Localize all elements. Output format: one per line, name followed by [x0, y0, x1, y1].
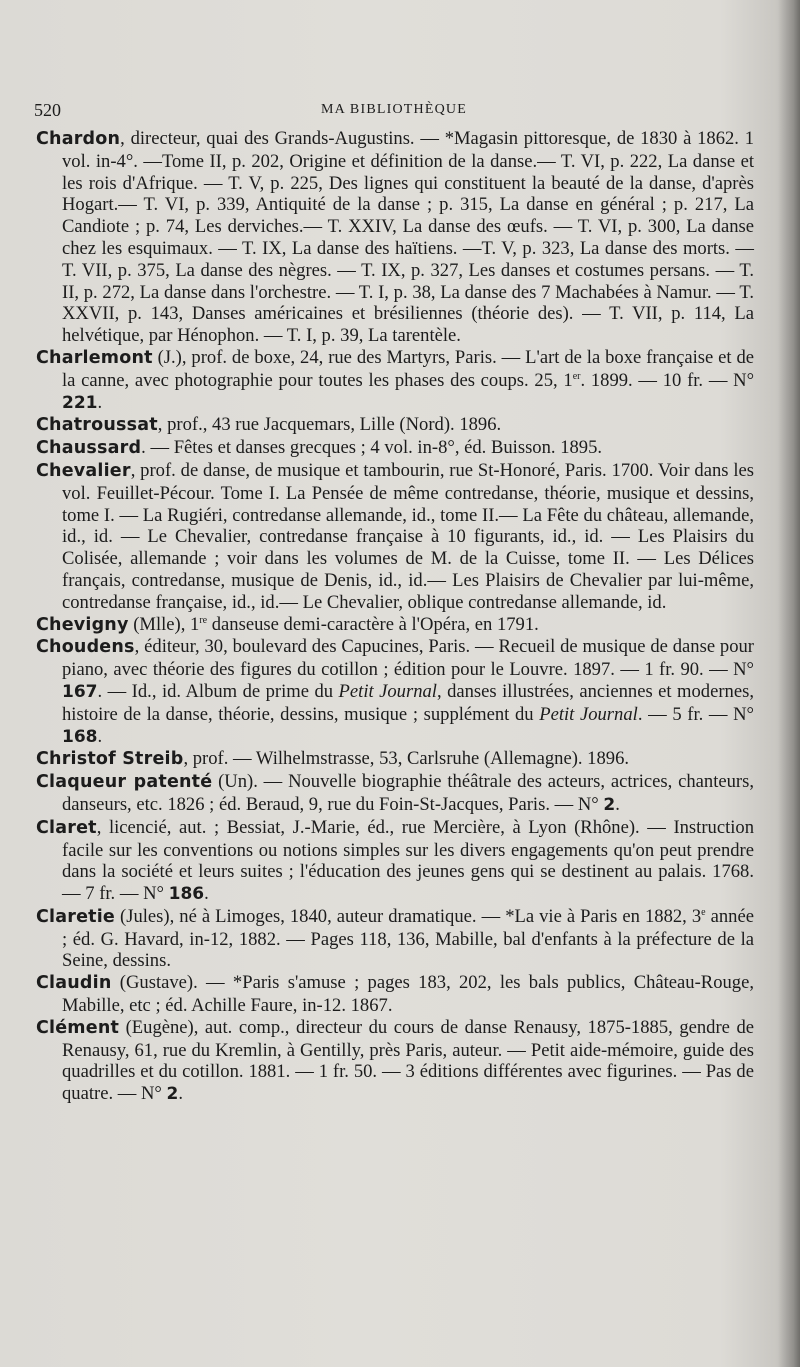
entry-text: , prof. de danse, de musique et tambourin, rue St-Honoré, Paris. 1700. Voir dans les vol. Feuillet-Pécour. Tome I. La Pensée de même contredanse, théorie, musique et dessins, tome I. — La Rugiéri, contredanse allemande, id., tome II.— La Fête du château, allemande, id., id. — Le Chevalier, contredanse française à 10 figurants, id., id. — Les Plaisirs du Colisée, allemande ; voir dans les volumes de M. de la Cuisse, tome II. — Les Délices français, contredanse, musique de Denis, id., id.— Les Plaisirs de Chevalier par lui-même, contredanse française, id., id.— Le Chevalier, oblique contredanse allemande, id. — [62, 459, 754, 613]
catalog-number: 2 — [603, 794, 616, 815]
entry-claudin — [36, 972, 754, 1017]
entry-chaussard — [36, 437, 754, 460]
entry-name: Choudens — [36, 637, 135, 658]
running-title: MA BIBLIOTHÈQUE — [321, 102, 467, 117]
ordinal-superscript: er — [572, 370, 581, 382]
entry-text: . — Fêtes et danses grecques ; 4 vol. in-8°, éd. Buisson. 1895. — [141, 437, 603, 459]
entry-text: . — [97, 725, 103, 747]
page-edge-shadow — [778, 0, 800, 1367]
entry-chardon — [36, 128, 754, 347]
entry-christof-streib — [36, 748, 754, 771]
entry-name: Chardon — [36, 129, 121, 149]
entry-choudens — [36, 636, 754, 748]
page-number: 520 — [34, 100, 61, 120]
bibliography-entries — [36, 128, 754, 1106]
entry-text: , danses illustrées, anciennes et modernes, histoire de la danse, théorie, dessins, musique ; supplément du — [62, 680, 754, 725]
entry-name: Christof Streib — [36, 749, 184, 770]
entry-name: Chatroussat — [36, 415, 158, 436]
entry-text: année ; éd. G. Havard, in-12, 1882. — Pages 118, 136, Mabille, bal d'enfants à la préfecture de la Seine, dessins. — [62, 905, 754, 972]
entry-name: Claret — [36, 817, 97, 838]
entry-claretie — [36, 906, 754, 972]
entry-text: . — [97, 391, 103, 413]
entry-text: (Mlle), 1 — [128, 613, 200, 635]
page-header — [34, 100, 754, 124]
entry-text: (Gustave). — *Paris s'amuse ; pages 183, 202, les bals publics, Château-Rouge, Mabille, etc ; éd. Achille Faure, in-12. 1867. — [62, 972, 754, 1017]
entry-text: (Jules), né à Limoges, 1840, auteur dramatique. — *La vie à Paris en 1882, 3 — [114, 905, 702, 927]
entry-text: , prof., 43 rue Jacquemars, Lille (Nord). 1896. — [157, 414, 502, 436]
entry-name: Chevigny — [36, 614, 129, 635]
catalog-number: 186 — [168, 884, 205, 905]
entry-charlemont — [36, 347, 754, 414]
entry-claret — [36, 817, 754, 906]
entry-text: . — [178, 1083, 184, 1105]
catalog-number: 168 — [62, 726, 98, 747]
entry-text: danseuse demi-caractère à l'Opéra, en 1791. — [207, 613, 539, 635]
entry-text: (Un). — Nouvelle biographie théâtrale des acteurs, actrices, chanteurs, danseurs, etc. 1826 ; éd. Beraud, 9, rue du Foin-St-Jacques, Paris. — N° — [62, 771, 754, 815]
entry-text: , éditeur, 30, boulevard des Capucines, Paris. — Recueil de musique de danse pour piano, avec théorie des figures du cotillon ; édition pour le Louvre. 1897. — 1 fr. 90. — N° — [62, 636, 754, 681]
entry-text: . — Id., id. Album de prime du — [97, 680, 339, 702]
ordinal-superscript: re — [199, 614, 208, 626]
entry-chatroussat — [36, 414, 754, 437]
ordinal-superscript: e — [701, 906, 706, 918]
publication-title: Petit Journal — [338, 680, 437, 702]
entry-text: , licencié, aut. ; Bessiat, J.-Marie, éd., rue Mercière, à Lyon (Rhône). — Instruction facile sur les conventions ou notions simples sur les divers engagements qu'on peut prendre dans la société et leurs suites ; l'éducation des jeunes gens qui se destinent au palais. 1768. — 7 fr. — N° — [62, 816, 754, 905]
entry-text: . — [615, 793, 620, 815]
entry-text: . 1899. — 10 fr. — N° — [580, 369, 755, 391]
entry-text: , directeur, quai des Grands-Augustins. — *Magasin pittoresque, de 1830 à 1862. 1 vol. in-4°. —Tome II, p. 202, Origine et définition de la danse.— T. VI, p. 222, La danse et les rois d'Afrique. — T. V, p. 225, Des lignes qui constituent la beauté de la danse, d'après Hogart.— T. VI, p. 339, Antiquité de la danse ; p. 315, La danse en général ; p. 217, La Candiote ; p. 74, Les derviches.— T. XXIV, La danse des œufs. — T. VI, p. 300, La danse chez les esquimaux. — T. IX, La danse des haïtiens. —T. V, p. 323, La danse des morts. — T. VII, p. 375, La danse des nègres. — T. IX, p. 327, Les danses et costumes persans. — T. II, p. 272, La danse dans l'orchestre. — T. I, p. 38, La danse des 7 Machabées à Namur. — T. XXVII, p. 143, Danses américaines et brésiliennes (théorie des). — T. VII, p. 114, La helvétique, par Hénophon. — T. I, p. 39, La tarentèle. — [62, 128, 754, 347]
entry-name: Clément — [36, 1017, 120, 1038]
entry-claqueur-patente — [36, 771, 754, 817]
entry-chevigny — [36, 614, 754, 637]
entry-name: Chaussard — [36, 438, 142, 459]
entry-name: Claqueur patenté — [36, 772, 213, 793]
entry-clement — [36, 1017, 754, 1106]
catalog-number: 2 — [166, 1084, 179, 1105]
entry-name: Claudin — [36, 973, 112, 994]
entry-text: , prof. — Wilhelmstrasse, 53, Carlsruhe (Allemagne). 1896. — [183, 748, 630, 770]
publication-title: Petit Journal — [539, 703, 638, 725]
catalog-number: 167 — [62, 681, 98, 702]
entry-text: . — 5 fr. — N° — [637, 703, 754, 725]
entry-name: Charlemont — [36, 347, 153, 368]
entry-text: . — [204, 883, 209, 905]
entry-text: (Eugène), aut. comp., directeur du cours de danse Renausy, 1875-1885, gendre de Renausy, 61, rue du Kremlin, à Gentilly, près Paris, auteur. — Petit aide-mémoire, guide des quadrilles et du cotillon. 1881. — 1 fr. 50. — 3 éditions différentes avec figurines. — Pas de quatre. — N° — [62, 1016, 754, 1105]
entry-text: (J.), prof. de boxe, 24, rue des Martyrs, Paris. — L'art de la boxe française et de la canne, avec photographie pour toutes les phases des coups. 25, 1 — [62, 346, 754, 391]
catalog-number: 221 — [62, 392, 98, 413]
entry-name: Chevalier — [36, 460, 131, 481]
entry-name: Claretie — [36, 906, 115, 927]
entry-chevalier — [36, 460, 754, 614]
